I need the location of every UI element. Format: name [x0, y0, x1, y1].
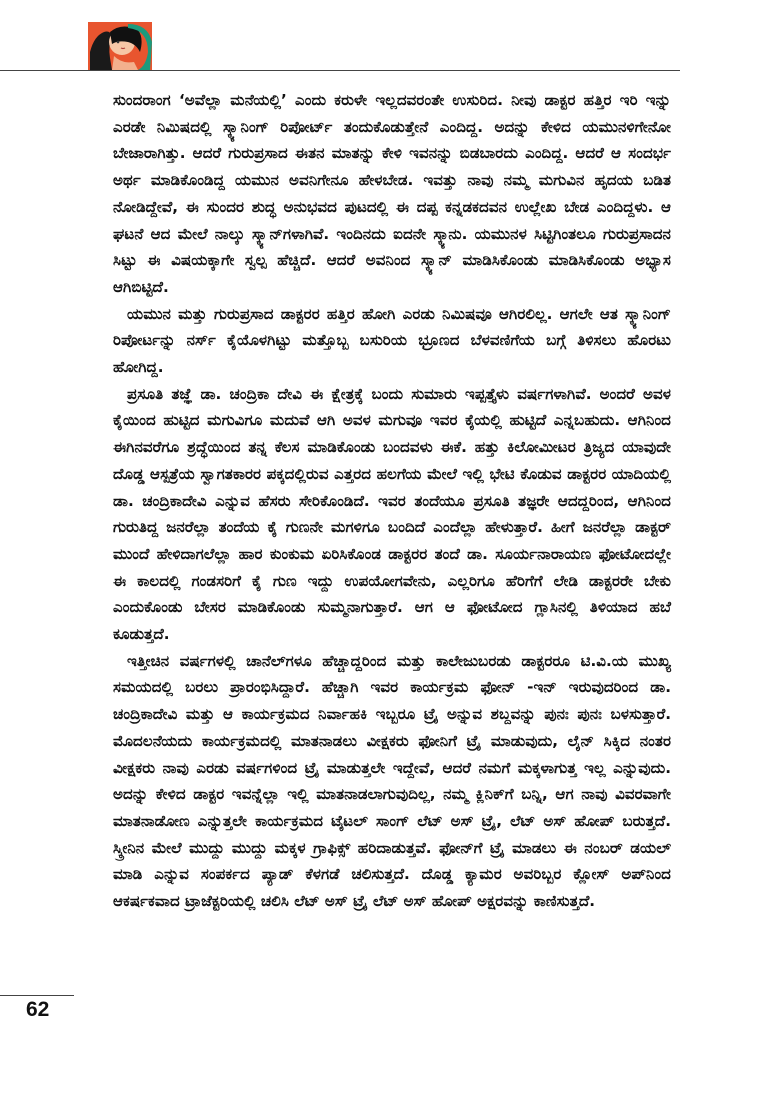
paragraph: ಸುಂದರಾಂಗ ‘ಅವೆಲ್ಲಾ ಮನೆಯಲ್ಲಿ’ ಎಂದು ಕರುಳೇ ಇಲ್ಲದವರಂತೇ ಉಸುರಿದ. ನೀವು ಡಾಕ್ಟರ ಹತ್ತಿರ ಇರಿ ಇನ್ನು ಎರಡೇ ನಿಮಿಷದಲ್ಲಿ ಸ್ಕ್ಯಾನಿಂಗ್ ರಿಪೋರ್ಟ್ ತಂದುಕೊಡುತ್ತೇನೆ ಎಂದಿದ್ದ. ಅದನ್ನು ಕೇಳಿದ ಯಮುನಳಿಗೇನೋ ಬೇಜಾರಾಗಿತ್ತು. ಆದರೆ ಗುರುಪ್ರಸಾದ ಈತನ ಮಾತನ್ನು ಕೇಳಿ ಇವನನ್ನು ಬಿಡಬಾರದು ಎಂದಿದ್ದ. ಆದರೆ ಆ ಸಂದರ್ಭ ಅರ್ಥ ಮಾಡಿಕೊಂಡಿದ್ದ ಯಮುನ ಅವನಿಗೇನೂ ಹೇಳಬೇಡ. ಇವತ್ತು ನಾವು ನಮ್ಮ ಮಗುವಿನ ಹೃದಯ ಬಡಿತ ನೋಡಿದ್ದೇವೆ, ಈ ಸುಂದರ ಶುದ್ಧ ಅನುಭವದ ಪುಟದಲ್ಲಿ ಈ ದಪ್ಪ ಕನ್ನಡಕದವನ ಉಲ್ಲೇಖ ಬೇಡ ಎಂದಿದ್ದಳು. ಆ ಘಟನೆ ಆದ ಮೇಲೆ ನಾಲ್ಕು ಸ್ಕ್ಯಾನ್‌ಗಳಾಗಿವೆ. ಇಂದಿನದು ಐದನೇ ಸ್ಕ್ಯಾನು. ಯಮುನಳ ಸಿಟ್ಟಿಗಿಂತಲೂ ಗುರುಪ್ರಸಾದನ ಸಿಟ್ಟು ಈ ವಿಷಯಕ್ಕಾಗೇ ಸ್ವಲ್ಪ ಹೆಚ್ಚಿದೆ. ಆದರೆ ಅವನಿಂದ ಸ್ಕ್ಯಾನ್ ಮಾಡಿಸಿಕೊಂಡು ಮಾಡಿಸಿಕೊಂಡು ಅಭ್ಯಾಸ ಆಗಿಬಿಟ್ಟಿದೆ.: [113, 91, 671, 296]
paragraph: ಯಮುನ ಮತ್ತು ಗುರುಪ್ರಸಾದ ಡಾಕ್ಟರರ ಹತ್ತಿರ ಹೋಗಿ ಎರಡು ನಿಮಿಷವೂ ಆಗಿರಲಿಲ್ಲ. ಆಗಲೇ ಆತ ಸ್ಕ್ಯಾನಿಂಗ್ ರಿಪೋರ್ಟನ್ನು ನರ್ಸ್ ಕೈಯೊಳಗಿಟ್ಟು ಮತ್ತೊಬ್ಬ ಬಸುರಿಯ ಭ್ರೂಣದ ಬೆಳವಣಿಗೆಯ ಬಗ್ಗೆ ತಿಳಿಸಲು ಹೊರಟು ಹೋಗಿದ್ದ.: [113, 304, 671, 377]
page-number: 62: [26, 998, 50, 1021]
header-divider: [0, 70, 680, 71]
paragraph: ಪ್ರಸೂತಿ ತಜ್ಞೆ ಡಾ. ಚಂದ್ರಿಕಾ ದೇವಿ ಈ ಕ್ಷೇತ್ರಕ್ಕೆ ಬಂದು ಸುಮಾರು ಇಪ್ಪತ್ತೈಳು ವರ್ಷಗಳಾಗಿವೆ. ಅಂದರೆ ಅವಳ ಕೈಯಿಂದ ಹುಟ್ಟಿದ ಮಗುವಿಗೂ ಮದುವೆ ಆಗಿ ಅವಳ ಮಗುವೂ ಇವರ ಕೈಯಲ್ಲಿ ಹುಟ್ಟಿದೆ ಎನ್ನಬಹುದು. ಆಗಿನಿಂದ ಈಗಿನವರೆಗೂ ಶ್ರದ್ಧೆಯಿಂದ ತನ್ನ ಕೆಲಸ ಮಾಡಿಕೊಂಡು ಬಂದವಳು ಈಕೆ. ಹತ್ತು ಕಿಲೋಮೀಟರ ತ್ರಿಜ್ಯದ ಯಾವುದೇ ದೊಡ್ಡ ಆಸ್ಪತ್ರೆಯ ಸ್ವಾಗತಕಾರರ ಪಕ್ಕದಲ್ಲಿರುವ ಎತ್ತರದ ಹಲಗೆಯ ಮೇಲೆ ಇಲ್ಲಿ ಭೇಟಿ ಕೊಡುವ ಡಾಕ್ಟರರ ಯಾದಿಯಲ್ಲಿ ಡಾ. ಚಂದ್ರಿಕಾದೇವಿ ಎನ್ನುವ ಹೆಸರು ಸೇರಿಕೊಂಡಿದೆ. ಇವರ ತಂದೆಯೂ ಪ್ರಸೂತಿ ತಜ್ಞರೇ ಆದದ್ದರಿಂದ, ಆಗಿನಿಂದ ಗುರುತಿದ್ದ ಜನರೆಲ್ಲಾ ತಂದೆಯ ಕೈ ಗುಣನೇ ಮಗಳಿಗೂ ಬಂದಿದೆ ಎಂದೆಲ್ಲಾ ಹೇಳುತ್ತಾರೆ. ಹೀಗೆ ಜನರೆಲ್ಲಾ ಡಾಕ್ಟರ್ ಮುಂದೆ ಹೇಳಿದಾಗಲೆಲ್ಲಾ ಹಾರ ಕುಂಕುಮ ಏರಿಸಿಕೊಂಡ ಡಾಕ್ಟರರ ತಂದೆ ಡಾ. ಸೂರ್ಯನಾರಾಯಣ ಫೋಟೋದಲ್ಲೇ ಈ ಕಾಲದಲ್ಲಿ ಗಂಡಸರಿಗೆ ಕೈ ಗುಣ ಇದ್ದು ಉಪಯೋಗವೇನು, ಎಲ್ಲರಿಗೂ ಹೆರಿಗೆಗೆ ಲೇಡಿ ಡಾಕ್ಟರರೇ ಬೇಕು ಎಂದುಕೊಂಡು ಬೇಸರ ಮಾಡಿಕೊಂಡು ಸುಮ್ಮನಾಗುತ್ತಾರೆ. ಆಗ ಆ ಫೋಟೋದ ಗ್ಲಾಸಿನಲ್ಲಿ ತಿಳಿಯಾದ ಹಬೆ ಕೂಡುತ್ತದೆ.: [113, 384, 671, 644]
paragraph: ಇತ್ತೀಚಿನ ವರ್ಷಗಳಲ್ಲಿ ಚಾನೆಲ್‌ಗಳೂ ಹೆಚ್ಚಾದ್ದರಿಂದ ಮತ್ತು ಕಾಲೇಜುಬರಡು ಡಾಕ್ಟರರೂ ಟಿ.ವಿ.ಯ ಮುಖ್ಯ ಸಮಯದಲ್ಲಿ ಬರಲು ಪ್ರಾರಂಭಿಸಿದ್ದಾರೆ. ಹೆಚ್ಚಾಗಿ ಇವರ ಕಾರ್ಯಕ್ರಮ ಫೋನ್ -ಇನ್ ಇರುವುದರಿಂದ ಡಾ. ಚಂದ್ರಿಕಾದೇವಿ ಮತ್ತು ಆ ಕಾರ್ಯಕ್ರಮದ ನಿರ್ವಾಹಕಿ ಇಬ್ಬರೂ ಟ್ರೈ ಅನ್ನುವ ಶಬ್ದವನ್ನು ಪುನಃ ಪುನಃ ಬಳಸುತ್ತಾರೆ. ಮೊದಲನೆಯದು ಕಾರ್ಯಕ್ರಮದಲ್ಲಿ ಮಾತನಾಡಲು ವೀಕ್ಷಕರು ಫೋನಿಗೆ ಟ್ರೈ ಮಾಡುವುದು, ಲೈನ್ ಸಿಕ್ಕಿದ ನಂತರ ವೀಕ್ಷಕರು ನಾವು ಎರಡು ವರ್ಷಗಳಿಂದ ಟ್ರೈ ಮಾಡುತ್ತಲೇ ಇದ್ದೇವೆ, ಆದರೆ ನಮಗೆ ಮಕ್ಕಳಾಗುತ್ತ ಇಲ್ಲ ಎನ್ನುವುದು. ಅದನ್ನು ಕೇಳಿದ ಡಾಕ್ಟರ ಇವನ್ನೆಲ್ಲಾ ಇಲ್ಲಿ ಮಾತನಾಡಲಾಗುವುದಿಲ್ಲ, ನಮ್ಮ ಕ್ಲಿನಿಕ್‌ಗೆ ಬನ್ನಿ, ಆಗ ನಾವು ವಿವರವಾಗೇ ಮಾತನಾಡೋಣ ಎನ್ನುತ್ತಲೇ ಕಾರ್ಯಕ್ರಮದ ಟೈಟಲ್ ಸಾಂಗ್ ಲೆಟ್ ಅಸ್ ಟ್ರೈ, ಲೆಟ್ ಅಸ್ ಹೋಪ್ ಬರುತ್ತದೆ. ಸ್ಕ್ರೀನಿನ ಮೇಲೆ ಮುದ್ದು ಮುದ್ದು ಮಕ್ಕಳ ಗ್ರಾಫಿಕ್ಸ್ ಹರಿದಾಡುತ್ತವೆ. ಫೋನ್‌ಗೆ ಟ್ರೈ ಮಾಡಲು ಈ ನಂಬರ್ ಡಯಲ್ ಮಾಡಿ ಎನ್ನುವ ಸಂಪರ್ಕದ ಪ್ಯಾಡ್ ಕೆಳಗಡೆ ಚಲಿಸುತ್ತದೆ. ದೊಡ್ಡ ಕ್ಯಾಮರ ಅವರಿಬ್ಬರ ಕ್ಲೋಸ್ ಅಪ್‌ನಿಂದ ಆಕರ್ಷಕವಾದ ಟ್ರಾಜೆಕ್ಟರಿಯಲ್ಲಿ ಚಲಿಸಿ ಲೆಟ್ ಅಸ್ ಟ್ರೈ ಲೆಟ್ ಅಸ್ ಹೋಪ್ ಅಕ್ಷರವನ್ನು ಕಾಣಿಸುತ್ತದೆ.: [113, 651, 671, 911]
woman-portrait-logo-icon: [88, 22, 152, 70]
footer-divider: [0, 995, 74, 996]
article-body: [113, 87, 671, 915]
